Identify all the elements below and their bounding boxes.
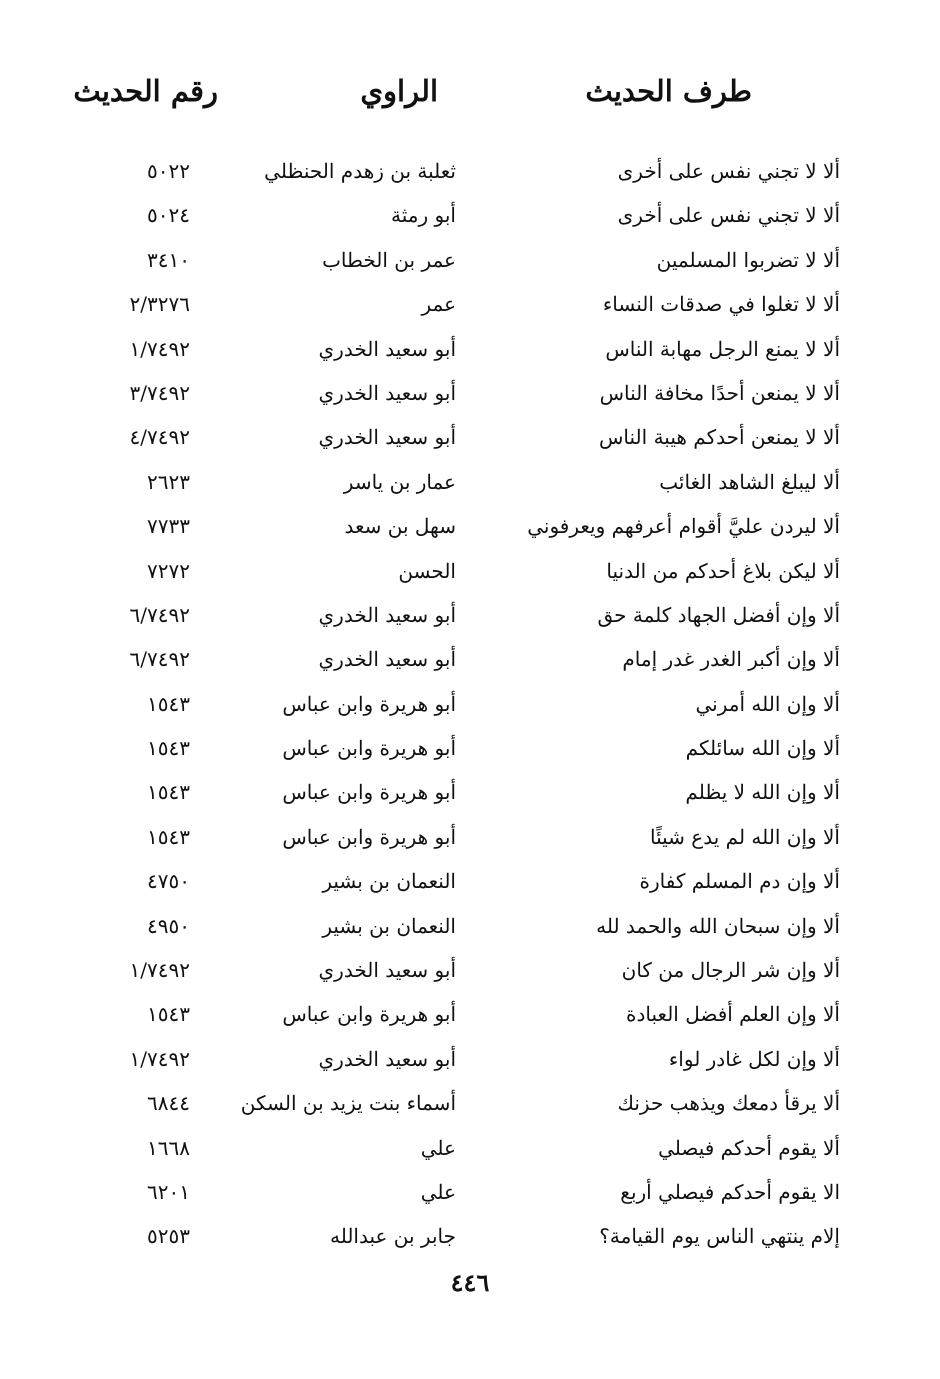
narrator-cell: علي <box>420 1135 456 1160</box>
number-cell: ٧٢٧٢ <box>147 558 190 583</box>
table-row <box>0 1216 940 1260</box>
table-row <box>0 595 940 639</box>
hadith-cell: ألا لا يمنعن أحدًا مخافة الناس <box>599 380 840 405</box>
table-row <box>0 728 940 772</box>
table-row <box>0 284 940 328</box>
number-cell: ١٥٤٣ <box>147 1002 190 1027</box>
narrator-cell: النعمان بن بشير <box>322 869 456 894</box>
table-row <box>0 906 940 950</box>
hadith-cell: ألا وإن أفضل الجهاد كلمة حق <box>597 602 840 627</box>
hadith-cell: ألا وإن الله لا يظلم <box>685 780 840 805</box>
table-row <box>0 1172 940 1216</box>
number-cell: ٥٠٢٢ <box>147 159 190 183</box>
column-header-narrator: الراوي <box>360 74 438 108</box>
hadith-cell: ألا ليبلغ الشاهد الغائب <box>659 469 840 494</box>
table-row <box>0 994 940 1038</box>
table-row <box>0 551 940 595</box>
narrator-cell: عمر <box>421 292 456 317</box>
narrator-cell: النعمان بن بشير <box>322 913 456 938</box>
hadith-cell: ألا يقوم أحدكم فيصلي <box>658 1135 840 1160</box>
narrator-cell: ثعلبة بن زهدم الحنظلي <box>264 159 456 183</box>
narrator-cell: أبو سعيد الخدري <box>318 602 456 627</box>
hadith-cell: ألا وإن العلم أفضل العبادة <box>626 1002 840 1027</box>
number-cell: ٦/٧٤٩٢ <box>129 647 190 672</box>
table-row <box>0 1039 940 1083</box>
number-cell: ١٥٤٣ <box>147 824 190 849</box>
number-cell: ٣٤١٠ <box>147 247 190 272</box>
narrator-cell: أبو سعيد الخدري <box>318 425 456 450</box>
number-cell: ١/٧٤٩٢ <box>129 1046 190 1071</box>
table-row <box>0 1083 940 1127</box>
table-row <box>0 195 940 239</box>
narrator-cell: أبو هريرة وابن عباس <box>282 780 456 805</box>
hadith-cell: ألا لا تجني نفس على أخرى <box>617 159 840 183</box>
number-cell: ٥٠٢٤ <box>147 203 190 228</box>
hadith-cell: ألا وإن الله سائلكم <box>685 736 840 761</box>
hadith-cell: ألا لا تجني نفس على أخرى <box>617 203 840 228</box>
number-cell: ٥٢٥٣ <box>147 1224 190 1249</box>
number-cell: ١٥٤٣ <box>147 736 190 761</box>
number-cell: ١/٧٤٩٢ <box>129 958 190 983</box>
narrator-cell: أبو سعيد الخدري <box>318 380 456 405</box>
narrator-cell: عمر بن الخطاب <box>322 247 456 272</box>
narrator-cell: عمار بن ياسر <box>343 469 456 494</box>
narrator-cell: سهل بن سعد <box>344 514 456 539</box>
narrator-cell: علي <box>420 1179 456 1204</box>
hadith-cell: ألا وإن أكبر الغدر غدر إمام <box>622 647 840 672</box>
number-cell: ٤/٧٤٩٢ <box>129 425 190 450</box>
number-cell: ٦٨٤٤ <box>147 1091 190 1116</box>
narrator-cell: الحسن <box>398 558 456 583</box>
table-row <box>0 639 940 683</box>
number-cell: ٧٧٣٣ <box>147 514 190 539</box>
number-cell: ١٥٤٣ <box>147 691 190 716</box>
hadith-cell: إلام ينتهي الناس يوم القيامة؟ <box>599 1224 840 1249</box>
table-header <box>0 74 940 124</box>
number-cell: ٤٧٥٠ <box>147 869 190 894</box>
column-header-hadith: طرف الحديث <box>585 74 752 108</box>
hadith-cell: ألا لا تضربوا المسلمين <box>656 247 840 272</box>
hadith-cell: ألا وإن سبحان الله والحمد لله <box>596 913 840 938</box>
hadith-cell: ألا وإن الله لم يدع شيئًا <box>650 824 840 849</box>
hadith-cell: ألا لا تغلوا في صدقات النساء <box>602 292 840 317</box>
hadith-cell: ألا يرقأ دمعك ويذهب حزنك <box>617 1091 840 1116</box>
number-cell: ٢٦٢٣ <box>147 469 190 494</box>
hadith-cell: الا يقوم أحدكم فيصلي أربع <box>620 1179 840 1204</box>
table-row <box>0 462 940 506</box>
narrator-cell: أبو سعيد الخدري <box>318 647 456 672</box>
hadith-cell: ألا وإن لكل غادر لواء <box>668 1046 840 1071</box>
narrator-cell: أبو سعيد الخدري <box>318 958 456 983</box>
column-header-number: رقم الحديث <box>73 74 218 108</box>
table-row <box>0 1128 940 1172</box>
table-row <box>0 417 940 461</box>
number-cell: ١/٧٤٩٢ <box>129 336 190 361</box>
hadith-cell: ألا لا يمنعن أحدكم هيبة الناس <box>599 425 840 450</box>
number-cell: ٤٩٥٠ <box>147 913 190 938</box>
number-cell: ٣/٧٤٩٢ <box>129 380 190 405</box>
table-row <box>0 329 940 373</box>
number-cell: ٦٢٠١ <box>147 1179 190 1204</box>
narrator-cell: أبو رمثة <box>391 203 456 228</box>
table-row <box>0 684 940 728</box>
table-row <box>0 861 940 905</box>
narrator-cell: أبو سعيد الخدري <box>318 336 456 361</box>
table-row <box>0 817 940 861</box>
narrator-cell: أبو هريرة وابن عباس <box>282 736 456 761</box>
table-row <box>0 772 940 816</box>
hadith-cell: ألا ليكن بلاغ أحدكم من الدنيا <box>606 558 840 583</box>
hadith-cell: ألا لا يمنع الرجل مهابة الناس <box>605 336 840 361</box>
hadith-cell: ألا وإن شر الرجال من كان <box>621 958 840 983</box>
narrator-cell: جابر بن عبدالله <box>329 1224 456 1249</box>
number-cell: ١٦٦٨ <box>147 1135 190 1160</box>
table-row <box>0 950 940 994</box>
hadith-cell: ألا ليردن عليَّ أقوام أعرفهم ويعرفوني <box>527 514 840 539</box>
narrator-cell: أبو هريرة وابن عباس <box>282 824 456 849</box>
number-cell: ٦/٧٤٩٢ <box>129 602 190 627</box>
table-row <box>0 373 940 417</box>
hadith-index-table <box>0 151 940 1261</box>
table-row <box>0 151 940 195</box>
narrator-cell: أبو هريرة وابن عباس <box>282 691 456 716</box>
table-row <box>0 240 940 284</box>
narrator-cell: أسماء بنت يزيد بن السكن <box>240 1091 456 1116</box>
number-cell: ٢/٣٢٧٦ <box>129 292 190 317</box>
number-cell: ١٥٤٣ <box>147 780 190 805</box>
hadith-cell: ألا وإن الله أمرني <box>695 691 840 716</box>
narrator-cell: أبو هريرة وابن عباس <box>282 1002 456 1027</box>
page-number: ٤٤٦ <box>450 1268 490 1297</box>
hadith-cell: ألا وإن دم المسلم كفارة <box>639 869 840 894</box>
narrator-cell: أبو سعيد الخدري <box>318 1046 456 1071</box>
table-row <box>0 506 940 550</box>
